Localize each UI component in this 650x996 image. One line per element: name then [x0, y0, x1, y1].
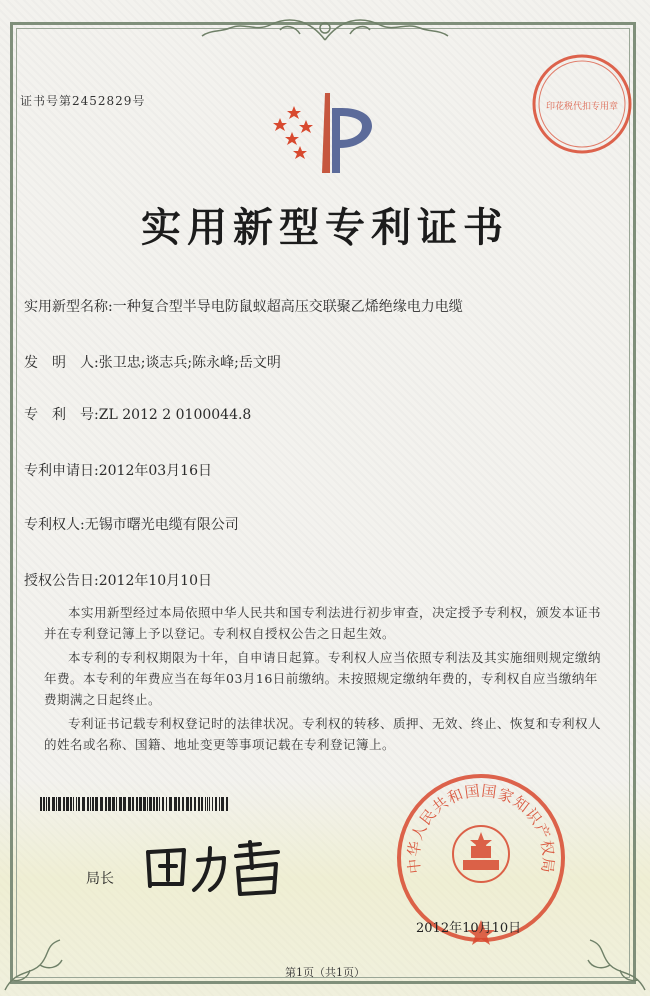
bottom-right-ornament — [570, 920, 650, 996]
field-patent-number — [24, 404, 251, 424]
field-label: 专利权人: — [24, 517, 85, 533]
tax-stamp — [530, 52, 634, 156]
field-patentee — [24, 514, 239, 534]
director-signature — [140, 838, 290, 898]
field-value: 无锡市曙光电缆有限公司 — [84, 517, 239, 533]
field-inventors — [24, 352, 281, 372]
seal-date: 2012年10月10日 — [416, 921, 522, 936]
top-ornament — [200, 10, 450, 50]
field-label: 实用新型名称: — [24, 299, 113, 315]
field-application-date — [24, 460, 212, 480]
field-utility-model-name — [24, 296, 463, 316]
director-label: 局长 — [86, 871, 114, 887]
field-value: 2012年10月10日 — [98, 573, 212, 589]
certificate-number: 证书号第2452829号 — [20, 94, 146, 108]
bottom-left-ornament — [0, 920, 80, 996]
field-value: 一种复合型半导电防鼠蚁超高压交联聚乙烯绝缘电力电缆 — [112, 299, 463, 315]
barcode — [40, 797, 230, 811]
seal-text: 中华人民共和国国家知识产权局 — [404, 781, 558, 875]
body-paragraph: 专利证书记载专利权登记时的法律状况。专利权的转移、质押、无效、终止、恢复和专利权人的姓名或名称、国籍、地址变更等事项记载在专利登记簿上。 — [44, 716, 602, 752]
page-title: 实用新型专利证书 — [141, 204, 509, 251]
field-label: 发 明 人: — [24, 355, 99, 371]
body-paragraph: 本专利的专利权期限为十年，自申请日起算。专利权人应当依照专利法及其实施细则规定缴纳年费。本专利的年费应当在每年03月16日前缴纳。未按照规定缴纳年费的，专利权自应当缴纳年费期满之日起终止。 — [44, 650, 602, 707]
certificate-body — [44, 602, 604, 758]
field-label: 专利申请日: — [24, 463, 99, 479]
field-value: ZL 2012 2 0100044.8 — [98, 407, 252, 423]
tax-stamp-text: 印花税代扣专用章 — [545, 102, 619, 112]
field-value: 张卫忠;谈志兵;陈永峰;岳文明 — [98, 355, 281, 371]
field-label: 专 利 号: — [24, 407, 99, 423]
body-paragraph: 本实用新型经过本局依照中华人民共和国专利法进行初步审查，决定授予专利权，颁发本证书并在专利登记簿上予以登记。专利权自授权公告之日起生效。 — [44, 605, 602, 641]
page-info: 第1页（共1页） — [285, 966, 365, 979]
field-value: 2012年03月16日 — [98, 463, 212, 479]
field-label: 授权公告日: — [24, 573, 99, 589]
field-grant-date — [24, 570, 212, 590]
patent-office-logo — [270, 88, 380, 178]
